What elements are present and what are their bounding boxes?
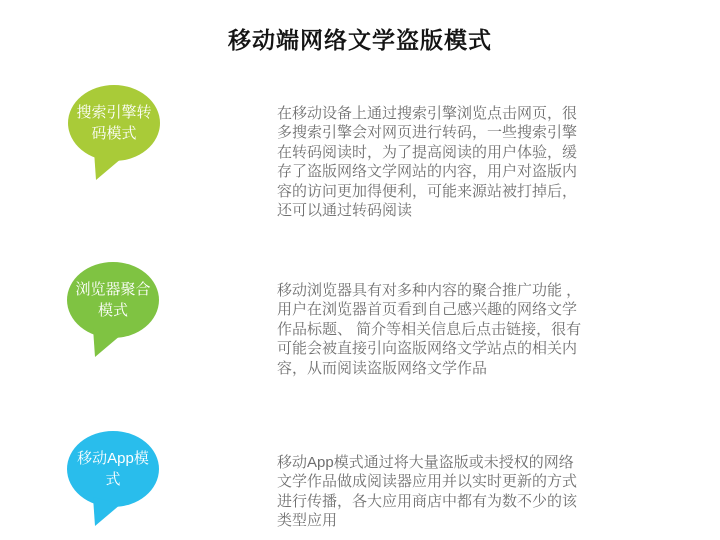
speech-bubble-search-transcoding xyxy=(68,85,160,181)
description-search-transcoding: 在移动设备上通过搜索引擎浏览点击网页，很 多搜索引擎会对网页进行转码，一些搜索引擎 在转码阅读时，为了提高阅读的用户体验，缓 存了盗版网络文学网站的内容，用户对盗版内 容的访问更加得便利，可能来源站被打掉后， 还可以通过转码阅读 xyxy=(277,105,578,220)
description-browser-aggregation: 移动浏览器具有对多种内容的聚合推广功能 ， 用户在浏览器首页看到自己感兴趣的网络文学 作品标题、 简介等相关信息后点击链接，很有 可能会被直接引向盗版网络文学站点的相关内 容，从而阅读盗版网络文学作品 xyxy=(277,282,582,377)
bubble-label-browser-aggregation: 浏览器聚合 模式 xyxy=(75,281,151,319)
speech-bubble-mobile-app xyxy=(67,431,159,527)
page-title: 移动端网络文学盗版模式 xyxy=(228,27,492,53)
description-mobile-app: 移动App模式通过将大量盗版或未授权的网络 文学作品做成阅读器应用并以实时更新的方式 进行传播，各大应用商店中都有为数不少的该 类型应用 xyxy=(277,454,578,530)
speech-bubble-browser-aggregation xyxy=(67,262,159,358)
bubble-label-mobile-app: 移动App模 式 xyxy=(77,450,149,488)
bubble-label-search-transcoding: 搜索引擎转 码模式 xyxy=(76,104,152,142)
